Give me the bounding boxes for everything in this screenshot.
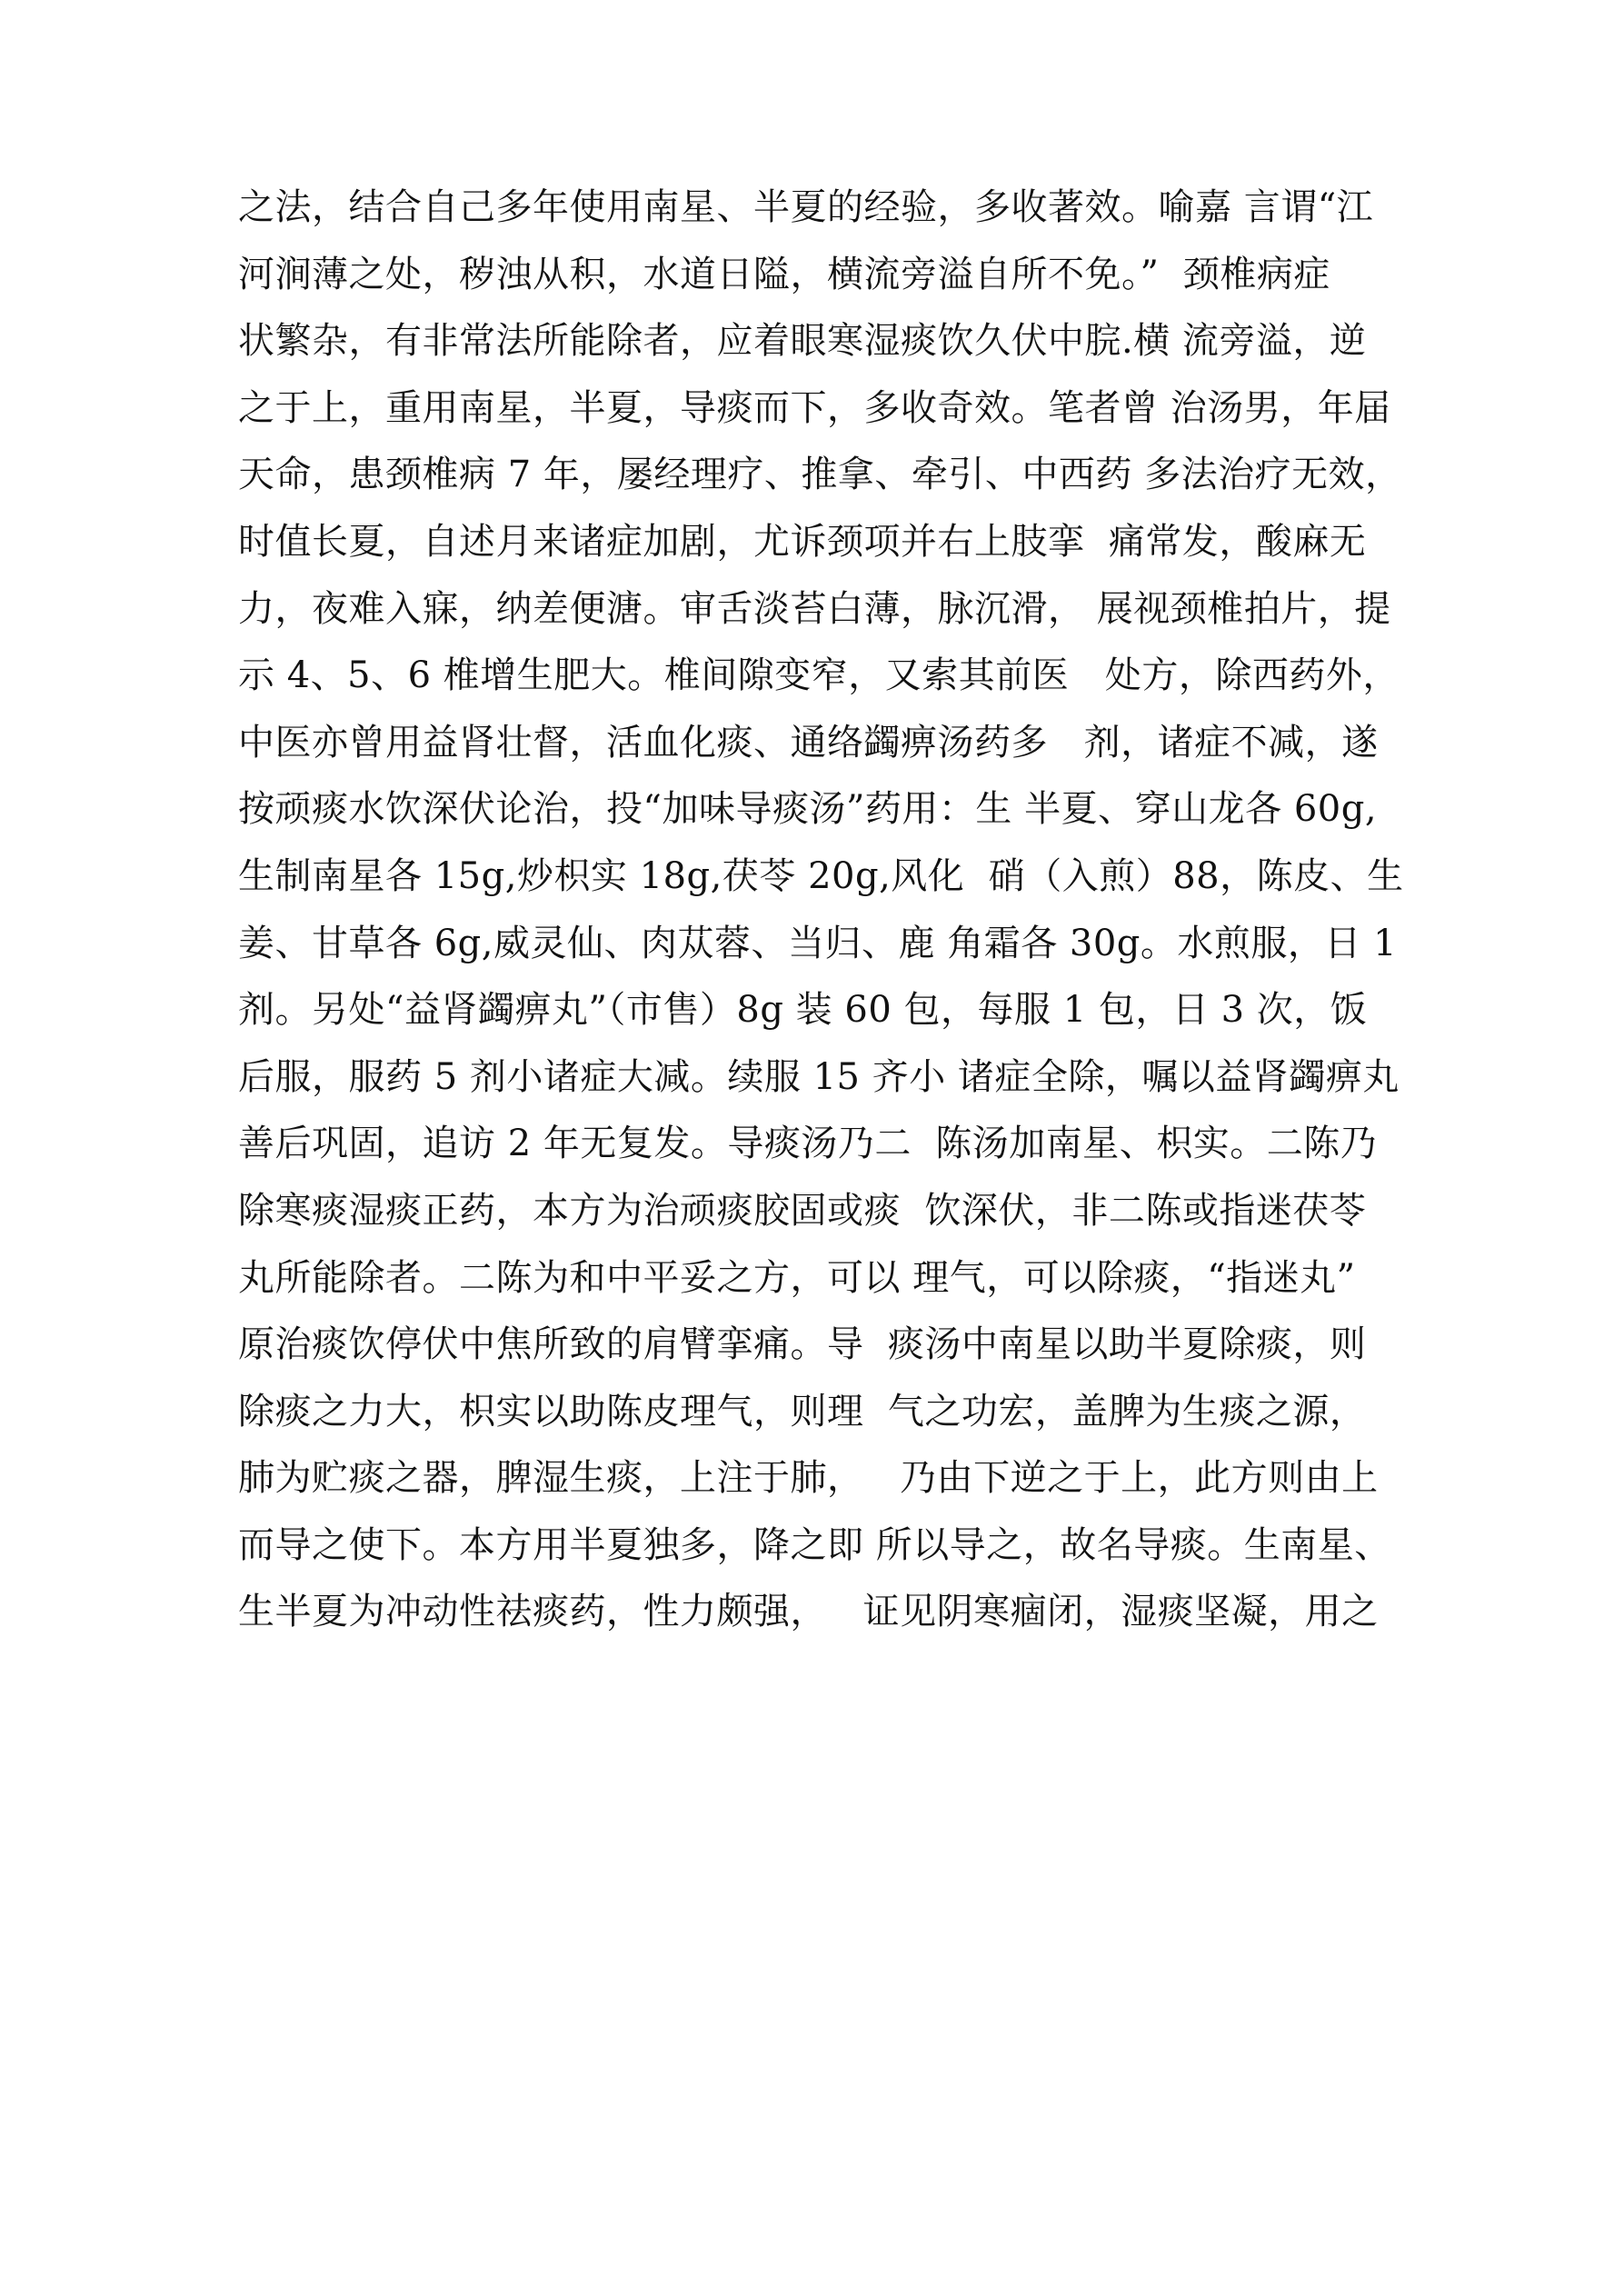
text-line: 后服，服药 5 剂小诸症大减。续服 15 齐小 诸症全除，嘱以益肾蠲痹丸	[238, 1055, 1400, 1098]
text-line: 按顽痰水饮深伏论治，投“加味导痰汤”药用：生 半夏、穿山龙各 60g,	[238, 788, 1378, 831]
text-line: 除痰之力大，枳实以助陈皮理气，则理 气之功宏，盖脾为生痰之源，	[238, 1390, 1367, 1433]
text-line: 剂。另处“益肾蠲痹丸”（市售）8g 装 60 包，每服 1 包，日 3 次，饭	[238, 989, 1368, 1032]
text-line: 生制南星各 15g,炒枳实 18g,茯苓 20g,风化 硝（入煎）88，陈皮、生	[238, 854, 1404, 897]
document-body	[238, 175, 1420, 1646]
text-line: 时值长夏，自述月来诸症加剧，尤诉颈项并右上肢挛 痛常发，酸麻无	[238, 520, 1367, 563]
text-line: 肺为贮痰之器，脾湿生痰，上注于肺， 乃由下逆之于上，此方则由上	[238, 1457, 1379, 1500]
text-line: 姜、甘草各 6g,威灵仙、肉苁蓉、当归、鹿 角霜各 30g。水煎服，日 1	[238, 922, 1398, 964]
text-line: 河涧薄之处，秽浊从积，水道日隘，横流旁溢自所不免。” 颈椎病症	[238, 253, 1330, 295]
text-line: 之法，结合自己多年使用南星、半夏的经验，多收著效。喻嘉 言谓“江	[238, 186, 1374, 228]
text-line: 原治痰饮停伏中焦所致的肩臂挛痛。导 痰汤中南星以助半夏除痰，则	[238, 1323, 1367, 1366]
text-line: 状繁杂，有非常法所能除者，应着眼寒湿痰饮久伏中脘.横 流旁溢，逆	[238, 320, 1367, 363]
text-line: 天命，患颈椎病 7 年，屡经理疗、推拿、牵引、中西药 多法治疗无效，	[238, 454, 1402, 496]
text-line: 除寒痰湿痰正药，本方为治顽痰胶固或痰 饮深伏，非二陈或指迷茯苓	[238, 1189, 1367, 1232]
text-line: 善后巩固，追访 2 年无复发。导痰汤乃二 陈汤加南星、枳实。二陈乃	[238, 1123, 1378, 1165]
text-line: 力，夜难入寐，纳差便溏。审舌淡苔白薄，脉沉滑， 展视颈椎拍片，提	[238, 587, 1391, 630]
text-line: 丸所能除者。二陈为和中平妥之方，可以 理气，可以除痰，“指迷丸”	[238, 1256, 1356, 1299]
text-line: 之于上，重用南星，半夏，导痰而下，多收奇效。笔者曾 治汤男，年届	[238, 386, 1391, 429]
text-line: 而导之使下。本方用半夏独多，降之即 所以导之，故名导痰。生南星、	[238, 1523, 1391, 1566]
text-line: 示 4、5、6 椎增生肥大。椎间隙变窄，又索其前医 处方，除西药外，	[238, 654, 1400, 697]
text-line: 中医亦曾用益肾壮督，活血化痰、通络蠲痹汤药多 剂，诸症不减，遂	[238, 721, 1379, 764]
text-line: 生半夏为冲动性祛痰药，性力颇强， 证见阴寒痼闭，湿痰坚凝，用之	[238, 1591, 1379, 1633]
